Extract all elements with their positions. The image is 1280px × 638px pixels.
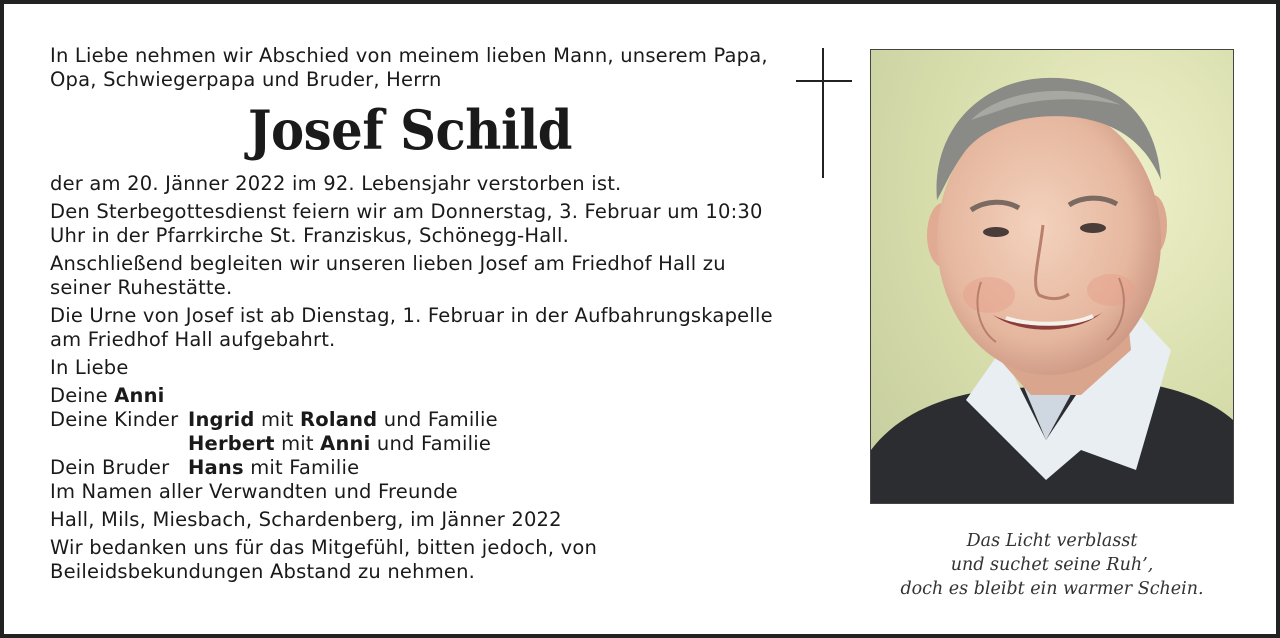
brother-line [50, 456, 790, 480]
child1-with: mit [260, 408, 294, 431]
closing-text: Wir bedanken uns für das Mitgefühl, bitten jedoch, von Beileidsbekundungen Abstand zu nehmen. [50, 536, 598, 583]
brother-label: Dein Bruder [50, 456, 170, 479]
wife-line [50, 384, 790, 408]
children-line-2 [50, 432, 790, 456]
brother-name: Hans [188, 456, 244, 479]
cross-icon [796, 48, 852, 178]
poem [870, 529, 1234, 601]
in-love-text: In Liebe [50, 356, 129, 379]
child2-name: Herbert [188, 432, 275, 455]
obituary-text [50, 44, 790, 584]
child2-suffix: und Familie [376, 432, 492, 455]
poem-line-3: doch es bleibt ein warmer Schein. [900, 579, 1204, 599]
relatives-text: Im Namen aller Verwandten und Freunde [50, 480, 458, 503]
death-line: der am 20. Jänner 2022 im 92. Lebensjahr verstorben ist. [50, 172, 622, 195]
poem-line-1: Das Licht verblasst [966, 531, 1138, 551]
child1-partner: Roland [300, 408, 378, 431]
intro-text: In Liebe nehmen wir Abschied von meinem lieben Mann, unserem Papa, Opa, Schwiegerpapa und Bruder, Herrn [50, 44, 768, 91]
place-date-text: Hall, Mils, Miesbach, Schardenberg, im Jänner 2022 [50, 508, 562, 531]
deceased-name: Josef Schild [247, 98, 573, 162]
child2-partner: Anni [320, 432, 371, 455]
poem-line-2: und suchet seine Ruh’, [950, 555, 1154, 575]
child2-with: mit [281, 432, 314, 455]
portrait-illustration [871, 50, 1233, 503]
wife-label: Deine [50, 384, 108, 407]
child1-name: Ingrid [188, 408, 255, 431]
children-line-1 [50, 408, 790, 432]
wife-name: Anni [114, 384, 165, 407]
children-label: Deine Kinder [50, 408, 179, 431]
child1-suffix: und Familie [383, 408, 498, 431]
portrait-photo [870, 49, 1234, 504]
urn-text: Die Urne von Josef ist ab Dienstag, 1. Februar in der Aufbahrungskapelle am Friedhof Hall aufgebahrt. [50, 304, 773, 351]
burial-text: Anschließend begleiten wir unseren lieben Josef am Friedhof Hall zu seiner Ruhestätte. [50, 252, 726, 299]
service-text: Den Sterbegottesdienst feiern wir am Donnerstag, 3. Februar um 10:30 Uhr in der Pfarrkirche St. Franziskus, Schönegg-Hall. [50, 200, 763, 247]
brother-suffix: mit Familie [250, 456, 360, 479]
